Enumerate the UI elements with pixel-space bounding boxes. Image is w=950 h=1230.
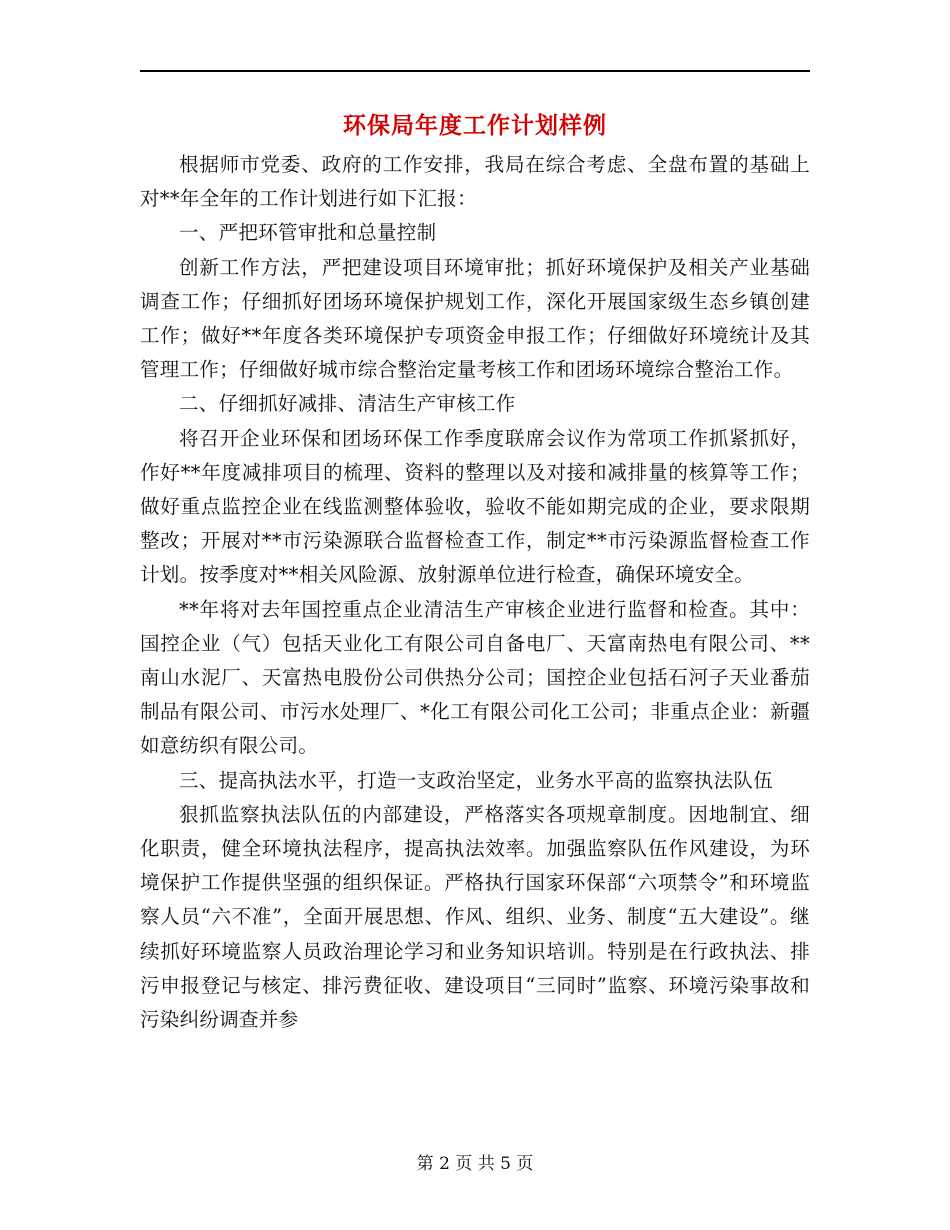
header-rule [140,70,810,72]
section-1-paragraph: 创新工作方法，严把建设项目环境审批；抓好环境保护及相关产业基础调查工作；仔细抓好团场环境保护规划工作，深化开展国家级生态乡镇创建工作；做好**年度各类环境保护专项资金申报工作；仔细做好环境统计及其管理工作；仔细做好城市综合整治定量考核工作和团场环境综合整治工作。 [140,255,810,382]
document-title: 环保局年度工作计划样例 [343,112,607,139]
intro-paragraph: 根据师市党委、政府的工作安排，我局在综合考虑、全盘布置的基础上对**年全年的工作计划进行如下汇报： [140,153,810,211]
document-body [140,148,810,1037]
section-2-paragraph-2: **年将对去年国控重点企业清洁生产审核企业进行监督和检查。其中：国控企业（气）包括天业化工有限公司自备电厂、天富南热电有限公司、**南山水泥厂、天富热电股份公司供热分公司；国控企业包括石河子天业番茄制品有限公司、市污水处理厂、*化工有限公司化工公司；非重点企业：新疆如意纺织有限公司。 [140,597,810,758]
section-heading-2: 二、仔细抓好减排、清洁生产审核工作 [179,392,516,416]
section-2-paragraph-1: 将召开企业环保和团场环保工作季度联席会议作为常项工作抓紧抓好，作好**年度减排项目的梳理、资料的整理以及对接和减排量的核算等工作；做好重点监控企业在线监测整体验收，验收不能如期完成的企业，要求限期整改；开展对**市污染源联合监督检查工作，制定**市污染源监督检查工作计划。按季度对**相关风险源、放射源单位进行检查，确保环境安全。 [140,426,810,587]
section-3-paragraph: 狠抓监察执法队伍的内部建设，严格落实各项规章制度。因地制宜、细化职责，健全环境执法程序，提高执法效率。加强监察队伍作风建设，为环境保护工作提供坚强的组织保证。严格执行国家环保部“六项禁令”和环境监察人员“六不准”，全面开展思想、作风、组织、业务、制度“五大建设”。继续抓好环境监察人员政治理论学习和业务知识培训。特别是在行政执法、排污申报登记与核定、排污费征收、建设项目“三同时”监察、环境污染事故和污染纠纷调查并参 [140,802,810,1032]
page-number-footer: 第 2 页 共 5 页 [416,1154,534,1174]
section-heading-1: 一、严把环管审批和总量控制 [179,221,437,245]
section-heading-3: 三、提高执法水平，打造一支政治坚定，业务水平高的监察执法队伍 [179,768,774,792]
